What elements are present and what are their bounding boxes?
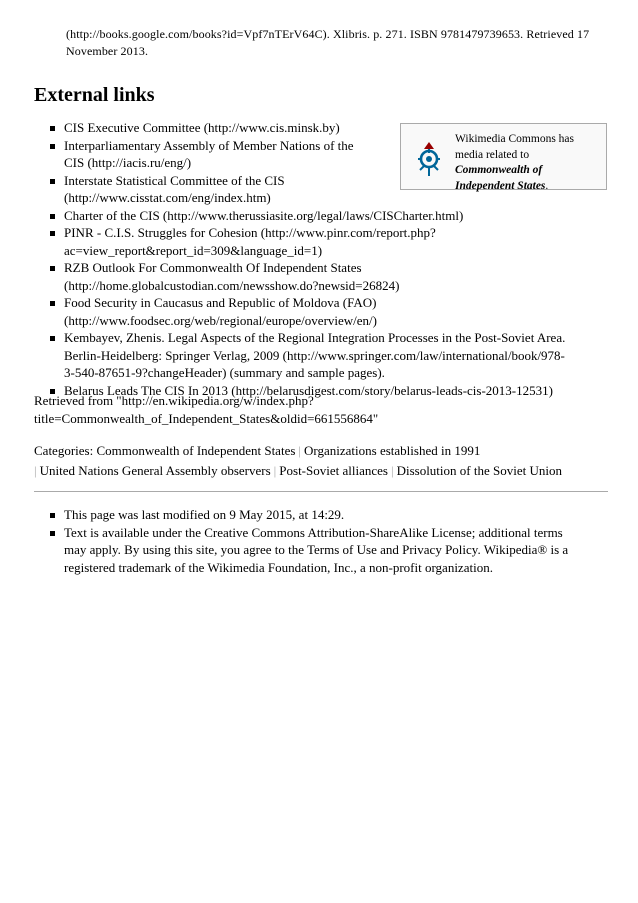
bullet (50, 531, 55, 536)
commons-prefix: Wikimedia Commons has media related to (455, 133, 574, 161)
category-separator: | (298, 443, 302, 458)
link-text[interactable]: CIS (http://iacis.ru/eng/) (64, 155, 192, 170)
link-text[interactable]: Interparliamentary Assembly of Member Nations of the (64, 137, 354, 153)
link-text[interactable]: RZB Outlook For Commonwealth Of Independent States (64, 260, 362, 275)
category-link[interactable]: Organizations established in 1991 (304, 443, 481, 458)
categories-bar (34, 441, 614, 481)
categories-label[interactable]: Categories: (34, 443, 94, 458)
bullet (50, 266, 55, 271)
link-text[interactable]: (http://www.cisstat.com/eng/index.htm) (64, 190, 271, 205)
category-link[interactable]: Dissolution of the Soviet Union (396, 463, 562, 478)
category-link[interactable]: United Nations General Assembly observers (39, 463, 271, 478)
license-text[interactable]: Text is available under the Creative Commons Attribution-ShareAlike License; additional terms (64, 524, 563, 540)
link-text[interactable]: PINR - C.I.S. Struggles for Cohesion (http://www.pinr.com/report.php? (64, 225, 436, 240)
bullet (50, 231, 55, 236)
bullet (50, 179, 55, 184)
list-item[interactable] (48, 259, 565, 294)
link-text[interactable]: ac=view_report&report_id=309&language_id=1) (64, 242, 323, 258)
category-link[interactable]: Commonwealth of Independent States (96, 443, 296, 458)
bullet (50, 126, 55, 131)
reference-continuation (66, 26, 596, 60)
bullet (50, 214, 55, 219)
retrieved-line[interactable]: Retrieved from "http://en.wikipedia.org/w/index.php? (34, 393, 314, 408)
list-item (48, 506, 608, 524)
category-separator: | (273, 463, 277, 478)
list-item (48, 524, 608, 577)
link-text[interactable]: (http://www.foodsec.org/web/regional/europe/overview/en/) (64, 312, 377, 328)
last-modified: This page was last modified on 9 May 2015, at 14:29. (64, 507, 345, 522)
list-item[interactable] (48, 207, 565, 225)
list-item[interactable] (48, 224, 565, 259)
external-links-heading: External links (34, 84, 155, 106)
retrieved-from (34, 392, 614, 427)
retrieved-line[interactable]: title=Commonwealth_of_Independent_States&oldid=661556864" (34, 410, 379, 426)
link-text[interactable]: Food Security in Caucasus and Republic of Moldova (FAO) (64, 295, 377, 310)
commons-suffix: . (545, 179, 549, 192)
category-link[interactable]: Post-Soviet alliances (279, 463, 388, 478)
bullet (50, 144, 55, 149)
license-text[interactable]: may apply. By using this site, you agree to the Terms of Use and Privacy Policy. Wikipedia® is a (64, 542, 569, 557)
footer-list (48, 506, 608, 576)
link-text[interactable]: 3-540-87651-9?changeHeader) (summary and sample pages). (64, 365, 385, 380)
link-text[interactable]: (http://home.globalcustodian.com/newsshow.do?newsid=26824) (64, 277, 400, 293)
footer-divider (34, 491, 608, 492)
link-text[interactable]: Kembayev, Zhenis. Legal Aspects of the Regional Integration Processes in the Post-Soviet Area. (64, 330, 566, 345)
external-links-list (48, 119, 565, 399)
list-item[interactable] (48, 294, 565, 329)
category-separator: | (34, 463, 37, 478)
bullet (50, 301, 55, 306)
commons-link[interactable]: Commonwealth of Independent States (455, 164, 546, 192)
bullet (50, 513, 55, 518)
bullet (50, 336, 55, 341)
license-text: registered trademark of the Wikimedia Foundation, Inc., a non-profit organization. (64, 559, 493, 575)
list-item[interactable] (48, 119, 565, 137)
list-item[interactable] (48, 172, 565, 207)
link-text[interactable]: Charter of the CIS (http://www.therussiasite.org/legal/laws/CISCharter.html) (64, 207, 464, 223)
link-text[interactable]: Belarus Leads The CIS In 2013 (http://belarusdigest.com/story/belarus-leads-cis-2013-12531) (64, 382, 553, 398)
category-separator: | (390, 463, 394, 478)
link-text[interactable]: CIS Executive Committee (http://www.cis.minsk.by) (64, 120, 340, 135)
reference-text: (http://books.google.com/books?id=Vpf7nTErV64C). Xlibris. p. 271. ISBN 9781479739653. Retrieved 17 November 2013. (66, 27, 590, 58)
list-item[interactable] (48, 329, 565, 382)
link-text[interactable]: Berlin-Heidelberg: Springer Verlag, 2009 (http://www.springer.com/law/international/book/978- (64, 347, 565, 363)
link-text[interactable]: Interstate Statistical Committee of the CIS (64, 172, 285, 188)
list-item[interactable] (48, 137, 565, 172)
